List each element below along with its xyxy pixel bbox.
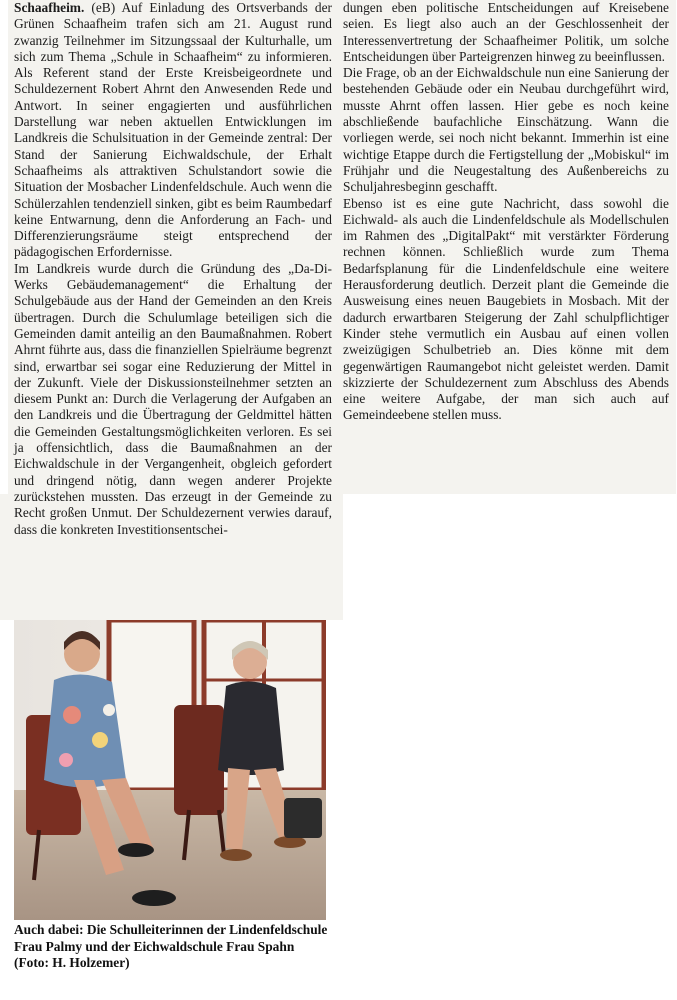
article-paragraph-3: dungen eben politische Entscheidungen auf Kreisebene seien. Es liegt also auch an der Geschlossenheit der Interessenvertretung der Schaafheimer Politik, um solche Entscheidungen über Parteigrenzen hinweg zu beeinflussen.	[343, 0, 669, 64]
article-paragraph-2: Im Landkreis wurde durch die Gründung des „Da-Di-Werks Gebäudemanagement“ die Erhaltung der Schulgebäude aus der Hand der Gemeinden an den Kreis übertragen. Durch die Schulumlage beteiligen sich die Gemeinden damit anteilig an den Baumaßnahmen. Robert Ahrnt führte aus, dass die finanziellen Spielräume begrenzt sind, erwartbar sei sogar eine Reduzierung der Mittel in der Zukunft. Viele der Diskussionsteilnehmer setzten an diesem Punkt an: Durch die Verlagerung der Aufgaben an den Landkreis und die Übertragung der Geldmittel hätten die Gemeinden Gestaltungsmöglichkeiten verloren. Es sei ja offensichtlich, dass die Baumaßnahmen an der Eichwaldschule in der Vergangenheit, obgleich gefordert und dringend nötig, dann wegen anderer Projekte zurückstehen mussten. Das erzeugt in der Gemeinde zu Recht großen Unmut. Der Schuldezernent verwies darauf, dass die konkreten Investitionsentschei-	[14, 260, 332, 537]
article-paragraph-1	[14, 0, 332, 261]
dateline: Schaafheim.	[14, 0, 85, 15]
article-left-column	[14, 0, 332, 538]
photo-caption: Auch dabei: Die Schulleiterinnen der Lindenfeldschule Frau Palmy und der Eichwaldschule Frau Spahn (Foto: H. Holzemer)	[14, 922, 328, 970]
article-photo	[14, 620, 326, 920]
article-paragraph-5: Ebenso ist es eine gute Nachricht, dass sowohl die Eichwald- als auch die Lindenfeldschule als Modellschulen im Rahmen des „DigitalPakt“ mit verstärkter Förderung rechnen können. Schließlich wurde zum Thema Bedarfsplanung für die Lindenfeldschule eine weitere Herausforderung deutlich. Derzeit plant die Gemeinde die Ausweisung eines neuen Baugebiets in Mosbach. Mit der dadurch erwartbaren Steigerung der Zahl schulpflichtiger Kinder stehe vermutlich ein Ausbau auf einen vollen zweizügigen Schulbetrieb an. Dies könne mit dem gegenwärtigen Raumangebot nicht geleistet werden. Damit skizzierte der Schuldezernent zum Abschluss des Abends eine weitere Aufgabe, der man sich auch auf Gemeindeebene stellen muss.	[343, 195, 669, 423]
article-right-column	[343, 0, 669, 424]
article-paragraph-4: Die Frage, ob an der Eichwaldschule nun eine Sanierung der bestehenden Gebäude oder ein Neubau durchgeführt wird, musste Ahrnt offen lassen. Hier gebe es noch keine abschließende baufachliche Einschätzung. Wann die vorliegen werde, sei noch nicht bekannt. Immerhin ist eine wichtige Etappe durch die Fertigstellung der „Mobiskul“ im Frühjahr und die Neugestaltung des Außenbereichs zu Schuljahresbeginn geschafft.	[343, 65, 669, 195]
photo-illustration	[14, 620, 326, 920]
paragraph-text: (eB) Auf Einladung des Ortsverbands der Grünen Schaafheim trafen sich am 21. August rund zwanzig Teilnehmer im Sitzungssaal der Kulturhalle, um sich zum Thema „Schule in Schaafheim“ zu informieren. Als Referent stand der Erste Kreisbeigeordnete und Schuldezernent Robert Ahrnt den Anwesenden Rede und Antwort. In seiner engagierten und ausführlichen Darstellung war neben aktuellen Entwicklungen im Landkreis die Schulsituation in der Gemeinde zentral: Der Stand der Sanierung Eichwaldschule, der Erhalt Schaafheims als attraktiven Schulstandort sowie die Situation der Mosbacher Lindenfeldschule. Auch wenn die Schülerzahlen tendenziell sinken, gibt es beim Raumbedarf keine Entwarnung, denn die Anforderung an Fach- und Differenzierungsräume steigt entsprechend der pädagogischen Erfordernisse.	[14, 0, 332, 260]
